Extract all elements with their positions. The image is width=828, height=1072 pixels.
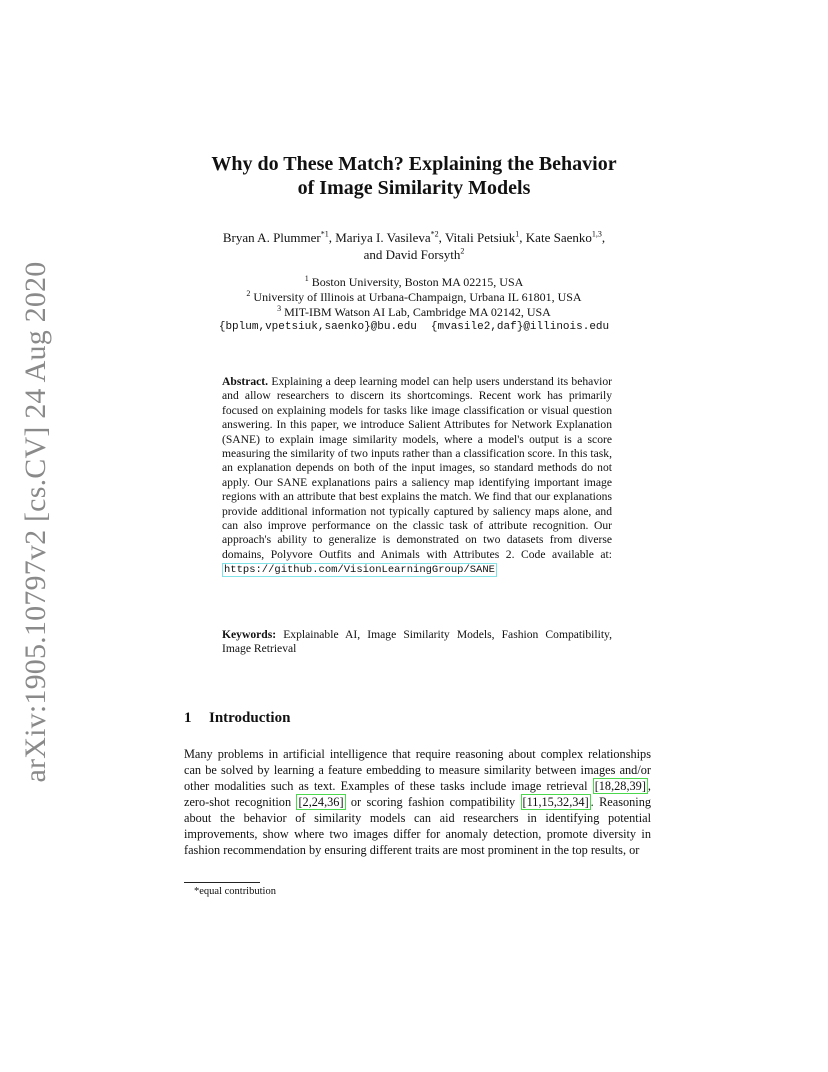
abstract	[222, 375, 612, 578]
author-conjunction: and	[363, 247, 386, 262]
intro-text: , zero-shot recognition	[184, 779, 651, 809]
section-number: 1	[184, 710, 192, 726]
author-list	[160, 229, 668, 263]
affiliation-mark: 2	[246, 289, 251, 298]
keywords-label: Keywords:	[222, 628, 277, 641]
affiliation-text: Boston University, Boston MA 02215, USA	[311, 275, 524, 289]
citation-link[interactable]: [18,28,39]	[594, 779, 646, 793]
author-affil-mark: 1,3	[591, 229, 602, 239]
keywords-text: Explainable AI, Image Similarity Models, Fashion Compatibility, Image Retrieval	[222, 628, 612, 656]
author-name: Kate Saenko	[525, 230, 592, 245]
affiliation-mark: 3	[277, 304, 282, 313]
affiliation-2	[160, 290, 668, 305]
affiliations	[160, 275, 668, 335]
author-emails	[160, 320, 668, 335]
keywords	[222, 628, 612, 657]
affiliation-mark: 1	[304, 274, 309, 283]
title-line-1: Why do These Match? Explaining the Behavior	[211, 153, 617, 175]
citation-link[interactable]: [2,24,36]	[298, 795, 344, 809]
abstract-text: Explaining a deep learning model can help users understand its behavior and allow researchers to discern its shortcomings. Recent work has primarily focused on explaining models for tasks like image classification or visual question answering. In this paper, we introduce Salient Attributes for Network Explanation (SANE) to explain image similarity models, where a model's output is a score measuring the similarity of two inputs rather than a classification score. In this task, an explanation depends on both of the input images, so standard methods do not apply. Our SANE explanations pairs a saliency map identifying important image regions with an attribute that best explains the match. We find that our explanations provide additional information not typically captured by saliency maps alone, and can also improve performance on the classic task of attribute recognition. Our approach's ability to generalize is demonstrated on two datasets from diverse domains, Polyvore Outfits and Animals with Attributes 2. Code available at:	[222, 375, 612, 561]
footnote-rule	[184, 882, 260, 883]
intro-text: . Reasoning about the behavior of similarity models can aid researchers in identifying potential improvements, show where two images differ for anomaly detection, promote diversity in fashion recommendation by ensuring different traits are most prominent in the top results, or	[184, 795, 652, 857]
author-affil-mark: 1	[515, 229, 520, 239]
author-name: Vitali Petsiuk	[444, 230, 516, 245]
affiliation-text: MIT-IBM Watson AI Lab, Cambridge MA 02142, USA	[284, 305, 551, 319]
arxiv-identifier-stamp: arXiv:1905.10797v2 [cs.CV] 24 Aug 2020	[19, 261, 52, 783]
author-name: David Forsyth	[385, 247, 461, 262]
author-affil-mark: *2	[430, 229, 439, 239]
citation-link[interactable]: [11,15,32,34]	[522, 795, 589, 809]
affiliation-text: University of Illinois at Urbana-Champaign, Urbana IL 61801, USA	[253, 290, 582, 304]
section-heading-introduction	[184, 710, 290, 727]
abstract-label: Abstract.	[222, 375, 269, 388]
intro-text: or scoring fashion compatibility	[345, 795, 521, 809]
affiliation-1	[160, 275, 668, 290]
author-line-2	[160, 246, 668, 263]
author-name: Bryan A. Plummer	[222, 230, 321, 245]
email-bu: {bplum,vpetsiuk,saenko}@bu.edu	[218, 321, 417, 333]
affiliation-3	[160, 305, 668, 320]
author-name: Mariya I. Vasileva	[335, 230, 431, 245]
section-title: Introduction	[209, 710, 291, 726]
author-line-1: Bryan A. Plummer$^{*1}$, Mariya I. Vasileva$^{*2}$, Vitali Petsiuk$^1$, Kate Saenko$^{1,3}$,	[222, 229, 606, 245]
introduction-paragraph	[184, 746, 651, 858]
title-line-2: of Image Similarity Models	[297, 177, 531, 199]
author-affil-mark: *1	[320, 229, 329, 239]
author-affil-mark: 2	[460, 246, 465, 256]
intro-text: Many problems in artificial intelligence that require reasoning about complex relationships can be solved by learning a feature embedding to measure similarity between images and/or other modalities such as text. Examples of these tasks include image retrieval	[184, 747, 651, 793]
email-illinois: {mvasile2,daf}@illinois.edu	[430, 321, 610, 333]
paper-title	[160, 152, 668, 200]
footnote: *equal contribution	[194, 886, 276, 897]
code-url-link[interactable]: https://github.com/VisionLearningGroup/SANE	[224, 564, 495, 577]
